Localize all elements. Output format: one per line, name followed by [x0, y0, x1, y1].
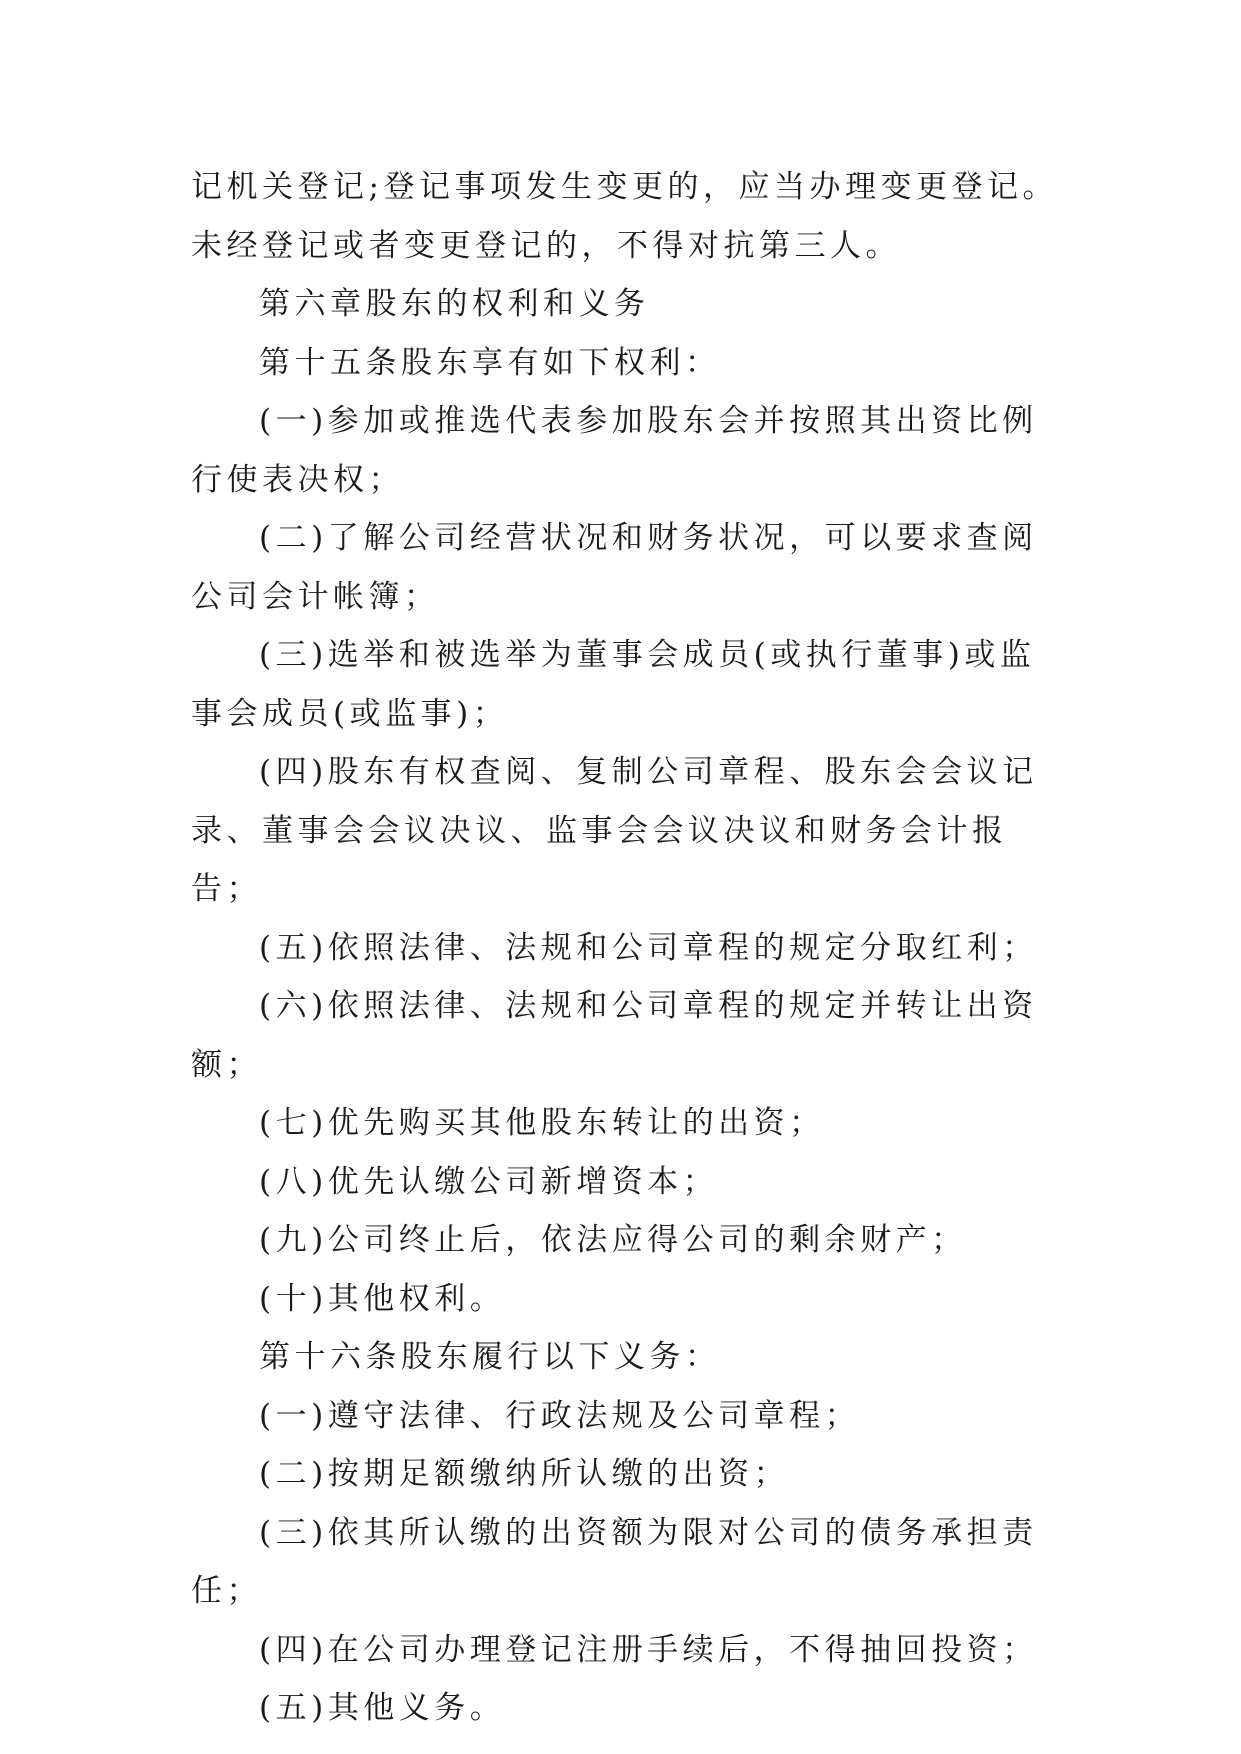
list-item: (十)其他权利。	[259, 1280, 506, 1317]
list-item: (一)参加或推选代表参加股东会并按照其出资比例行使表决权；	[191, 403, 1038, 498]
chapter-heading: 第六章股东的权利和义务	[259, 286, 650, 322]
list-item: (三)选举和被选举为董事会成员(或执行董事)或监事会成员(或监事)；	[191, 637, 1036, 732]
list-item: (六)依照法律、法规和公司章程的规定并转让出资额；	[191, 988, 1038, 1083]
list-item: (二)按期足额缴纳所认缴的出资；	[259, 1456, 790, 1492]
list-item: (二)了解公司经营状况和财务状况，可以要求查阅公司会计帐簿；	[191, 520, 1038, 615]
list-item: (七)优先购买其他股东转让的出资；	[259, 1105, 825, 1141]
list-item: (五)其他义务。	[259, 1690, 506, 1726]
list-item: (一)遵守法律、行政法规及公司章程；	[259, 1397, 861, 1434]
article-heading: 第十六条股东履行以下义务：	[259, 1339, 721, 1375]
list-item: (八)优先认缴公司新增资本；	[259, 1163, 719, 1200]
list-item: (四)在公司办理登记注册手续后，不得抽回投资；	[259, 1631, 1038, 1668]
list-item: (四)股东有权查阅、复制公司章程、股东会会议记录、董事会会议决议、监事会会议决议和财务会计报告；	[191, 754, 1038, 907]
document-body	[191, 158, 1061, 1738]
paragraph: 记机关登记;登记事项发生变更的，应当办理变更登记。未经登记或者变更登记的，不得对抗第三人。	[191, 169, 1058, 264]
list-item: (三)依其所认缴的出资额为限对公司的债务承担责任；	[191, 1514, 1038, 1609]
article-heading: 第十五条股东享有如下权利：	[259, 344, 721, 381]
list-item: (九)公司终止后，依法应得公司的剩余财产；	[259, 1222, 967, 1258]
list-item: (五)依照法律、法规和公司章程的规定分取红利；	[259, 929, 1038, 966]
